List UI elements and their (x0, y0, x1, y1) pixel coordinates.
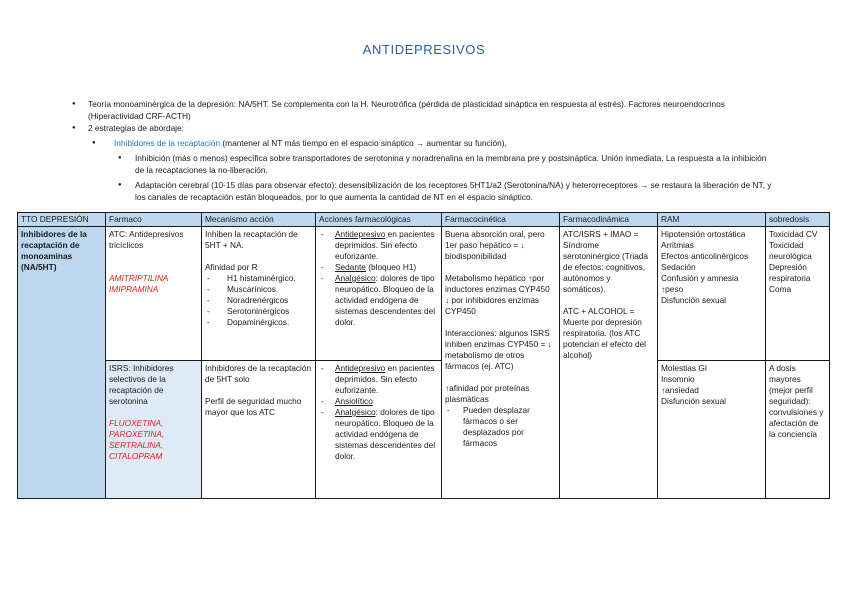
atc-afinidad: Afinidad por R (205, 262, 258, 272)
strategy-reuptake-title: Inhibidores de la recaptación (114, 138, 221, 148)
table-row-atc (18, 227, 830, 361)
isrs-ram-item: ↑ansiedad (661, 385, 699, 395)
isrs-mecanismo-text: Inhibidores de la recaptación de 5HT solo (205, 363, 312, 384)
atc-mecanismo-cell (202, 227, 316, 361)
atc-receptor: - Dopaminérgicos. (205, 317, 312, 328)
atc-action-label: Analgésico (335, 273, 376, 283)
farmacocinetica-cell (442, 227, 560, 499)
table-header-row (18, 213, 830, 227)
atc-action-text: : dolores de tipo neuropático. Bloqueo de la actividad endógena de sistemas descendentes del dolor. (335, 273, 436, 327)
farmacocinetica-absorcion: Buena absorción oral, pero 1er paso hepático = ↓ biodisponibilidad (445, 229, 545, 261)
intro-item-theory: ● Teoría monoaminérgica de la depresión: NA/5HT. Se complementa con la H. Neurotrófica (pérdida de plasticidad sináptica en respuesta al estrés). Factores neuroendocrinos (Hiperactividad CRF-ACTH) (62, 98, 772, 122)
header-farmaco: Farmaco (106, 213, 202, 227)
isrs-drug: SERTRALINA, (109, 440, 164, 450)
strategy-reuptake-text: (mantener al NT más tiempo en el espacio sináptico → aumentar su función), (220, 138, 507, 148)
isrs-ram-item: Insomnio (661, 374, 695, 384)
isrs-acciones-cell (316, 361, 442, 499)
farmacocinetica-desplazamiento: - Pueden desplazar fármacos o ser desplazados por fármacos (445, 405, 556, 449)
isrs-action-label: Ansiolítico (335, 396, 373, 406)
isrs-action-text: en pacientes deprimidos. Sin efecto euforizante. (335, 363, 435, 395)
header-acciones: Acciones farmacológicas (316, 213, 442, 227)
atc-action-label: Sedante (335, 262, 366, 272)
atc-ram-item: Efectos anticolinérgicos (661, 251, 749, 261)
atc-acciones-cell (316, 227, 442, 361)
strategy-adaptation: ● Adaptación cerebral (10-15 días para observar efecto): desensibilización de los receptores 5HT1/a2 (Serotonina/NA) y heterorreceptores → se restaura la liberación de NT, y los canales de recaptación están bloqueados, por lo que aumenta la cantidad de NT en el espacio sináptico. (62, 179, 772, 203)
atc-overdose-item: Toxicidad neurológica (769, 240, 812, 261)
atc-farmaco-cell (106, 227, 202, 361)
isrs-action-label: Analgésico (335, 407, 376, 417)
isrs-drug: CITALOPRAM (109, 451, 163, 461)
strategy-reuptake (62, 137, 772, 149)
atc-action-sedante (319, 262, 438, 273)
atc-action-antidepresivo (319, 229, 438, 262)
atc-overdose-item: Toxicidad CV (769, 229, 818, 239)
atc-ram-item: Confusión y amnesia (661, 273, 739, 283)
isrs-action-label: Antidepresivo (335, 363, 386, 373)
page-title: ANTIDEPRESIVOS (362, 42, 486, 57)
isrs-action-antidepresivo (319, 363, 438, 396)
atc-action-text: en pacientes deprimidos. Sin efecto euforizante. (335, 229, 435, 261)
atc-action-text: (bloqueo H1) (365, 262, 417, 272)
antidepressant-table (17, 212, 830, 499)
header-ram: RAM (658, 213, 766, 227)
atc-ram-item: ↑peso (661, 284, 684, 294)
atc-receptor: - H1 histaminérgico. (205, 273, 312, 284)
isrs-perfil: Perfil de seguridad mucho mayor que los ATC (205, 396, 302, 417)
header-sobredosis: sobredosis (766, 213, 830, 227)
isrs-mecanismo-cell (202, 361, 316, 499)
isrs-drug: FLUOXETINA, (109, 418, 164, 428)
isrs-ram-item: Molestias GI (661, 363, 708, 373)
atc-receptor: - Noradrenérgicos (205, 295, 312, 306)
atc-receptor: - Serotoninérgicos (205, 306, 312, 317)
farmacocinetica-metabolismo: Metabolismo hepático ↑por inductores enzimas CYP450 ↓ por inhibidores enzimas CYP450 (445, 273, 550, 316)
treatment-type: Inhibidores de la recaptación de monoaminas (NA/5HT) (18, 227, 106, 499)
atc-action-label: Antidepresivo (335, 229, 386, 239)
atc-ram-item: Arritmias (661, 240, 694, 250)
atc-drug: IMIPRAMINA (109, 284, 159, 294)
intro-item-strategies: ● 2 estrategias de abordaje: (62, 122, 772, 134)
isrs-sobredosis-cell: A dosis mayores (mejor perfil seguridad): convulsiones y afectación de la conciencia (766, 361, 830, 499)
isrs-action-analgesico (319, 407, 438, 462)
atc-ram-cell (658, 227, 766, 361)
intro-list (62, 98, 772, 203)
isrs-drug: PAROXETINA, (109, 429, 165, 439)
atc-sobredosis-cell (766, 227, 830, 361)
table-row-isrs (18, 361, 830, 499)
atc-overdose-item: Coma (769, 284, 792, 294)
farmacocinetica-afinidad: ↑afinidad por proteínas plasmáticas (445, 383, 530, 404)
header-farmacocinetica: Farmacocinética (442, 213, 560, 227)
header-farmacodinamica: Farmacodinámica (560, 213, 658, 227)
farmacocinetica-interacciones: Interacciones: algunos ISRS inhiben enzimas CYP450 = ↓ metabolismo de otros fármacos (ej. ATC) (445, 328, 552, 371)
atc-farmaco-name: ATC: Antidepresivos tricíclicos (109, 229, 184, 250)
isrs-ram-item: Disfunción sexual (661, 396, 727, 406)
isrs-action-ansiolitico (319, 396, 438, 407)
isrs-farmaco-cell (106, 361, 202, 499)
isrs-action-text: : dolores de tipo neuropático. Bloqueo de la actividad endógena de sistemas descendentes del dolor. (335, 407, 436, 461)
farmacodinamica-serotonin: ATC/ISRS + IMAO = Síndrome serotoninérgico (Triada de efectos: cognitivos, autónomos y somáticos). (563, 229, 649, 294)
farmacodinamica-cell (560, 227, 658, 499)
atc-ram-item: Sedación (661, 262, 696, 272)
header-tto: TTO DEPRESIÓN (18, 213, 106, 227)
isrs-ram-cell (658, 361, 766, 499)
isrs-farmaco-name: ISRS: Inhibidores selectivos de la recaptación de serotonina (109, 363, 174, 406)
atc-drug: AMITRIPTILINA (109, 273, 169, 283)
atc-action-analgesico (319, 273, 438, 328)
atc-mecanismo-text: Inhiben la recaptación de 5HT + NA. (205, 229, 298, 250)
farmacodinamica-alcohol: ATC + ALCOHOL = Muerte por depresión respiratoria. (los ATC potencian el efecto del alcohol) (563, 306, 647, 360)
strategy-reuptake-detail: ● Inhibición (más o menos) específica sobre transportadores de serotonina y noradrenalina en la membrana pre y postsináptica. Unión inmediata. La respuesta a la inhibición de la recaptaciones la no-liberación. (62, 152, 772, 176)
atc-receptor: - Muscarínicos. (205, 284, 312, 295)
atc-ram-item: Disfunción sexual (661, 295, 727, 305)
header-mecanismo: Mecanismo acción (202, 213, 316, 227)
atc-overdose-item: Depresión respiratoria (769, 262, 811, 283)
atc-ram-item: Hipotensión ortostática (661, 229, 746, 239)
